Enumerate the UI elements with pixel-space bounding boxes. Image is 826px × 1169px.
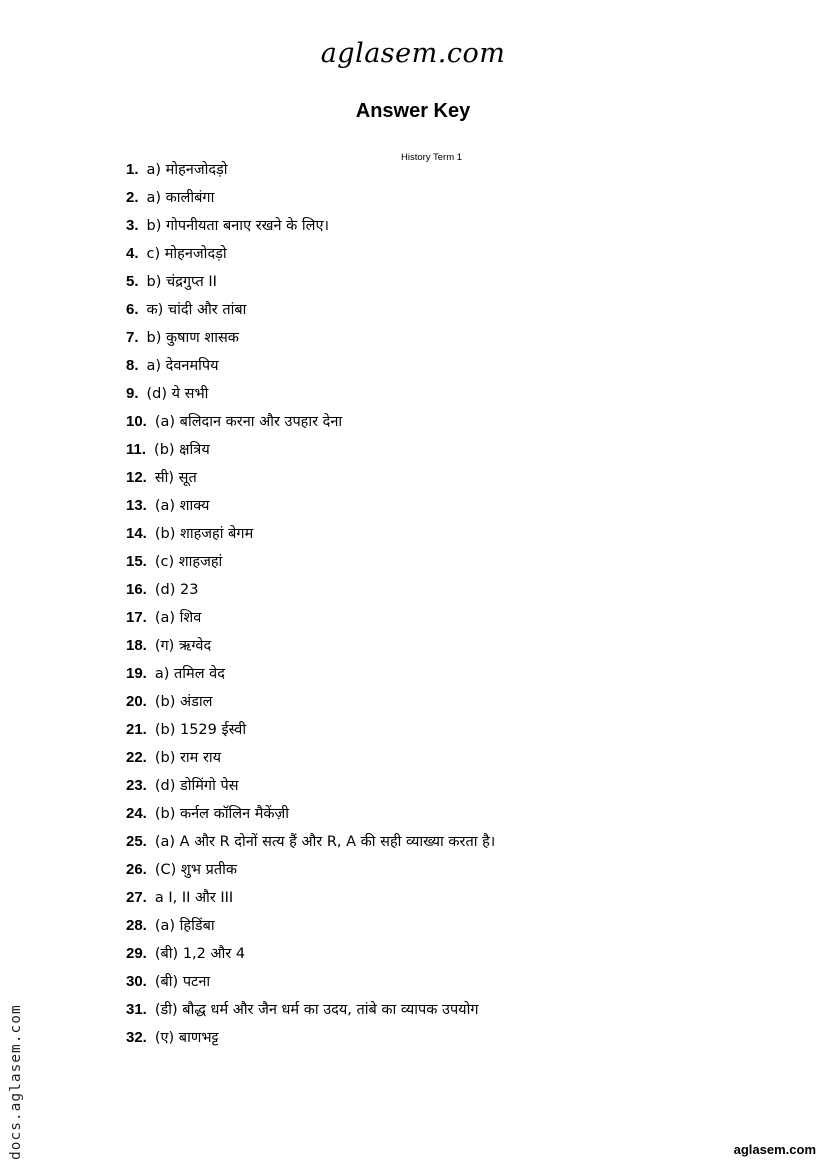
answer-number: 28. — [126, 917, 147, 934]
answer-text: b) कुषाण शासक — [146, 330, 239, 346]
answer-number: 9. — [126, 385, 139, 402]
answer-number: 27. — [126, 889, 147, 906]
answer-number: 6. — [126, 301, 139, 318]
answer-item — [126, 800, 495, 828]
answer-text: (a) शाक्य — [154, 498, 210, 514]
answer-number: 13. — [126, 497, 147, 514]
answer-list — [126, 156, 495, 1052]
answer-item — [126, 156, 495, 184]
side-watermark: docs.aglasem.com — [8, 1004, 24, 1160]
answer-text: (c) शाहजहां — [154, 554, 223, 570]
answer-item — [126, 912, 495, 940]
answer-number: 5. — [126, 273, 139, 290]
answer-number: 4. — [126, 245, 139, 262]
answer-item — [126, 856, 495, 884]
answer-item — [126, 520, 495, 548]
answer-text: (बी) 1,2 और 4 — [154, 946, 246, 962]
answer-text: (d) डोमिंगो पेस — [154, 778, 239, 794]
answer-item — [126, 716, 495, 744]
answer-number: 32. — [126, 1029, 147, 1046]
answer-text: (a) बलिदान करना और उपहार देना — [154, 414, 343, 430]
answer-number: 15. — [126, 553, 147, 570]
answer-text: (a) शिव — [154, 610, 202, 626]
answer-text: a) कालीबंगा — [146, 190, 215, 206]
answer-item — [126, 660, 495, 688]
answer-number: 14. — [126, 525, 147, 542]
answer-item — [126, 408, 495, 436]
answer-text: क) चांदी और तांबा — [146, 302, 247, 318]
answer-item — [126, 1024, 495, 1052]
answer-number: 2. — [126, 189, 139, 206]
answer-number: 31. — [126, 1001, 147, 1018]
answer-item — [126, 688, 495, 716]
answer-number: 25. — [126, 833, 147, 850]
answer-text: (ग) ऋग्वेद — [154, 638, 212, 654]
answer-text: (b) कर्नल कॉलिन मैकेंज़ी — [154, 806, 290, 822]
answer-item — [126, 380, 495, 408]
answer-number: 30. — [126, 973, 147, 990]
answer-text: (a) हिडिंबा — [154, 918, 215, 934]
answer-item — [126, 884, 495, 912]
answer-number: 12. — [126, 469, 147, 486]
answer-item — [126, 324, 495, 352]
answer-text: (बी) पटना — [154, 974, 211, 990]
answer-text: (b) अंडाल — [154, 694, 213, 710]
answer-text: c) मोहनजोदड़ो — [146, 246, 227, 262]
answer-text: सी) सूत — [154, 470, 197, 486]
answer-text: (ए) बाणभट्ट — [154, 1030, 219, 1046]
answer-item — [126, 492, 495, 520]
answer-text: (b) शाहजहां बेगम — [154, 526, 254, 542]
answer-item — [126, 464, 495, 492]
answer-item — [126, 212, 495, 240]
answer-number: 1. — [126, 161, 139, 178]
answer-text: (b) राम राय — [154, 750, 222, 766]
answer-number: 10. — [126, 413, 147, 430]
page-title: Answer Key — [355, 100, 471, 122]
answer-item — [126, 996, 495, 1024]
answer-number: 8. — [126, 357, 139, 374]
answer-number: 24. — [126, 805, 147, 822]
answer-number: 16. — [126, 581, 147, 598]
footer-brand: aglasem.com — [733, 1142, 816, 1157]
answer-number: 26. — [126, 861, 147, 878]
answer-text: (d) 23 — [154, 582, 199, 598]
answer-number: 3. — [126, 217, 139, 234]
answer-item — [126, 352, 495, 380]
answer-text: a) देवनमपिय — [146, 358, 219, 374]
answer-text: a I, II और III — [154, 890, 234, 906]
answer-item — [126, 940, 495, 968]
answer-item — [126, 632, 495, 660]
answer-item — [126, 576, 495, 604]
answer-item — [126, 240, 495, 268]
answer-text: (d) ये सभी — [146, 386, 209, 402]
answer-item — [126, 436, 495, 464]
answer-item — [126, 772, 495, 800]
answer-item — [126, 968, 495, 996]
answer-text: a) तमिल वेद — [154, 666, 225, 682]
answer-number: 29. — [126, 945, 147, 962]
answer-item — [126, 744, 495, 772]
answer-item — [126, 604, 495, 632]
answer-text: (b) 1529 ईस्वी — [154, 722, 247, 738]
answer-text: (C) शुभ प्रतीक — [154, 862, 237, 878]
answer-item — [126, 296, 495, 324]
brand-logo-text: aglasem.com — [320, 38, 506, 69]
answer-number: 11. — [126, 441, 147, 458]
answer-number: 18. — [126, 637, 147, 654]
answer-number: 20. — [126, 693, 147, 710]
answer-number: 7. — [126, 329, 139, 346]
answer-item — [126, 548, 495, 576]
answer-text: (b) क्षत्रिय — [154, 442, 210, 458]
answer-number: 21. — [126, 721, 147, 738]
answer-text: b) चंद्रगुप्त II — [146, 274, 217, 290]
answer-text: b) गोपनीयता बनाए रखने के लिए। — [146, 218, 329, 234]
answer-text: (डी) बौद्ध धर्म और जैन धर्म का उदय, तांबे का व्यापक उपयोग — [154, 1002, 479, 1018]
answer-item — [126, 184, 495, 212]
answer-item — [126, 268, 495, 296]
answer-text: a) मोहनजोदड़ो — [146, 162, 228, 178]
answer-number: 17. — [126, 609, 147, 626]
answer-number: 22. — [126, 749, 147, 766]
answer-number: 19. — [126, 665, 147, 682]
answer-text: (a) A और R दोनों सत्य हैं और R, A की सही व्याख्या करता है। — [154, 834, 496, 850]
answer-item — [126, 828, 495, 856]
subject-label: History Term 1 — [401, 152, 463, 163]
answer-number: 23. — [126, 777, 147, 794]
